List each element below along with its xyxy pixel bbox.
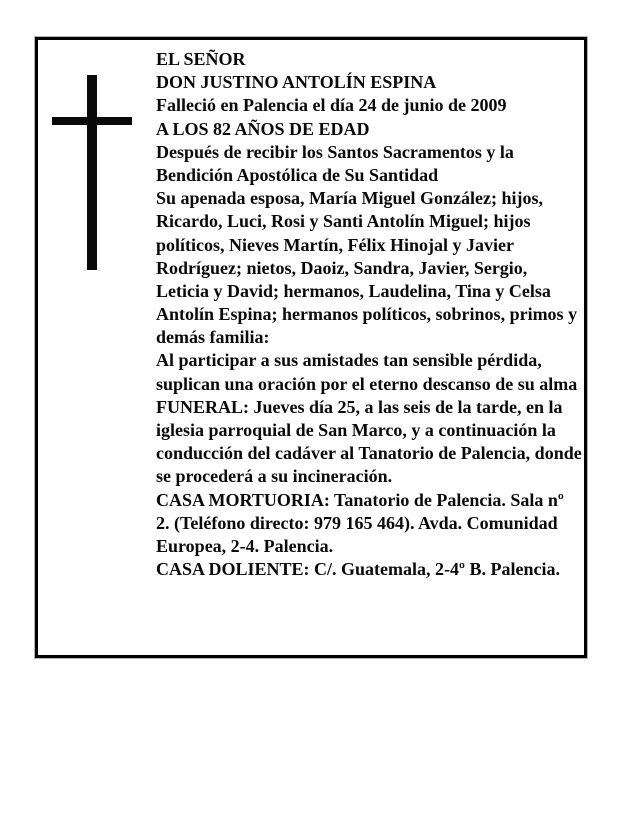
family-line: Rodríguez; nietos, Daoiz, Sandra, Javier, Sergio, bbox=[156, 257, 528, 278]
doliente-line: CASA DOLIENTE: C/. Guatemala, 2-4º B. Palencia. bbox=[156, 559, 560, 580]
funeral-line: conducción del cadáver al Tanatorio de Palencia, donde bbox=[156, 443, 582, 464]
cross-vertical-bar bbox=[87, 75, 97, 270]
sacraments-line: Después de recibir los Santos Sacramentos y la bbox=[156, 141, 514, 162]
family-line: políticos, Nieves Martín, Félix Hinojal y Javier bbox=[156, 234, 514, 255]
family-line: demás familia: bbox=[156, 327, 270, 348]
age-line: A LOS 82 AÑOS DE EDAD bbox=[156, 118, 370, 139]
notice-border-box bbox=[35, 37, 587, 658]
death-place-date-line: Falleció en Palencia el día 24 de junio de 2009 bbox=[156, 95, 507, 116]
family-line: Su apenada esposa, María Miguel González; hijos, bbox=[156, 188, 544, 209]
cross-horizontal-bar bbox=[52, 117, 132, 125]
notice-title: EL SEÑOR bbox=[156, 49, 246, 69]
family-line: Leticia y David; hermanos, Laudelina, Tina y Celsa bbox=[156, 280, 551, 301]
sacraments-line: Bendición Apostólica de Su Santidad bbox=[156, 164, 439, 185]
condolence-line: suplican una oración por el eterno descanso de su alma bbox=[156, 373, 578, 394]
mortuary-line: Europea, 2-4. Palencia. bbox=[156, 535, 334, 556]
notice-text-block bbox=[156, 48, 582, 581]
family-line: Ricardo, Luci, Rosi y Santi Antolín Miguel; hijos bbox=[156, 211, 531, 232]
funeral-line: se procederá a su incineración. bbox=[156, 466, 393, 487]
mortuary-line: 2. (Teléfono directo: 979 165 464). Avda. Comunidad bbox=[156, 512, 558, 533]
funeral-line: FUNERAL: Jueves día 25, a las seis de la tarde, en la bbox=[156, 396, 563, 417]
family-line: Antolín Espina; hermanos políticos, sobrinos, primos y bbox=[156, 304, 578, 325]
funeral-line: iglesia parroquial de San Marco, y a continuación la bbox=[156, 420, 556, 440]
condolence-line: Al participar a sus amistades tan sensible pérdida, bbox=[156, 350, 542, 371]
deceased-name: DON JUSTINO ANTOLÍN ESPINA bbox=[156, 72, 437, 93]
mortuary-line: CASA MORTUORIA: Tanatorio de Palencia. Sala nº bbox=[156, 489, 564, 510]
